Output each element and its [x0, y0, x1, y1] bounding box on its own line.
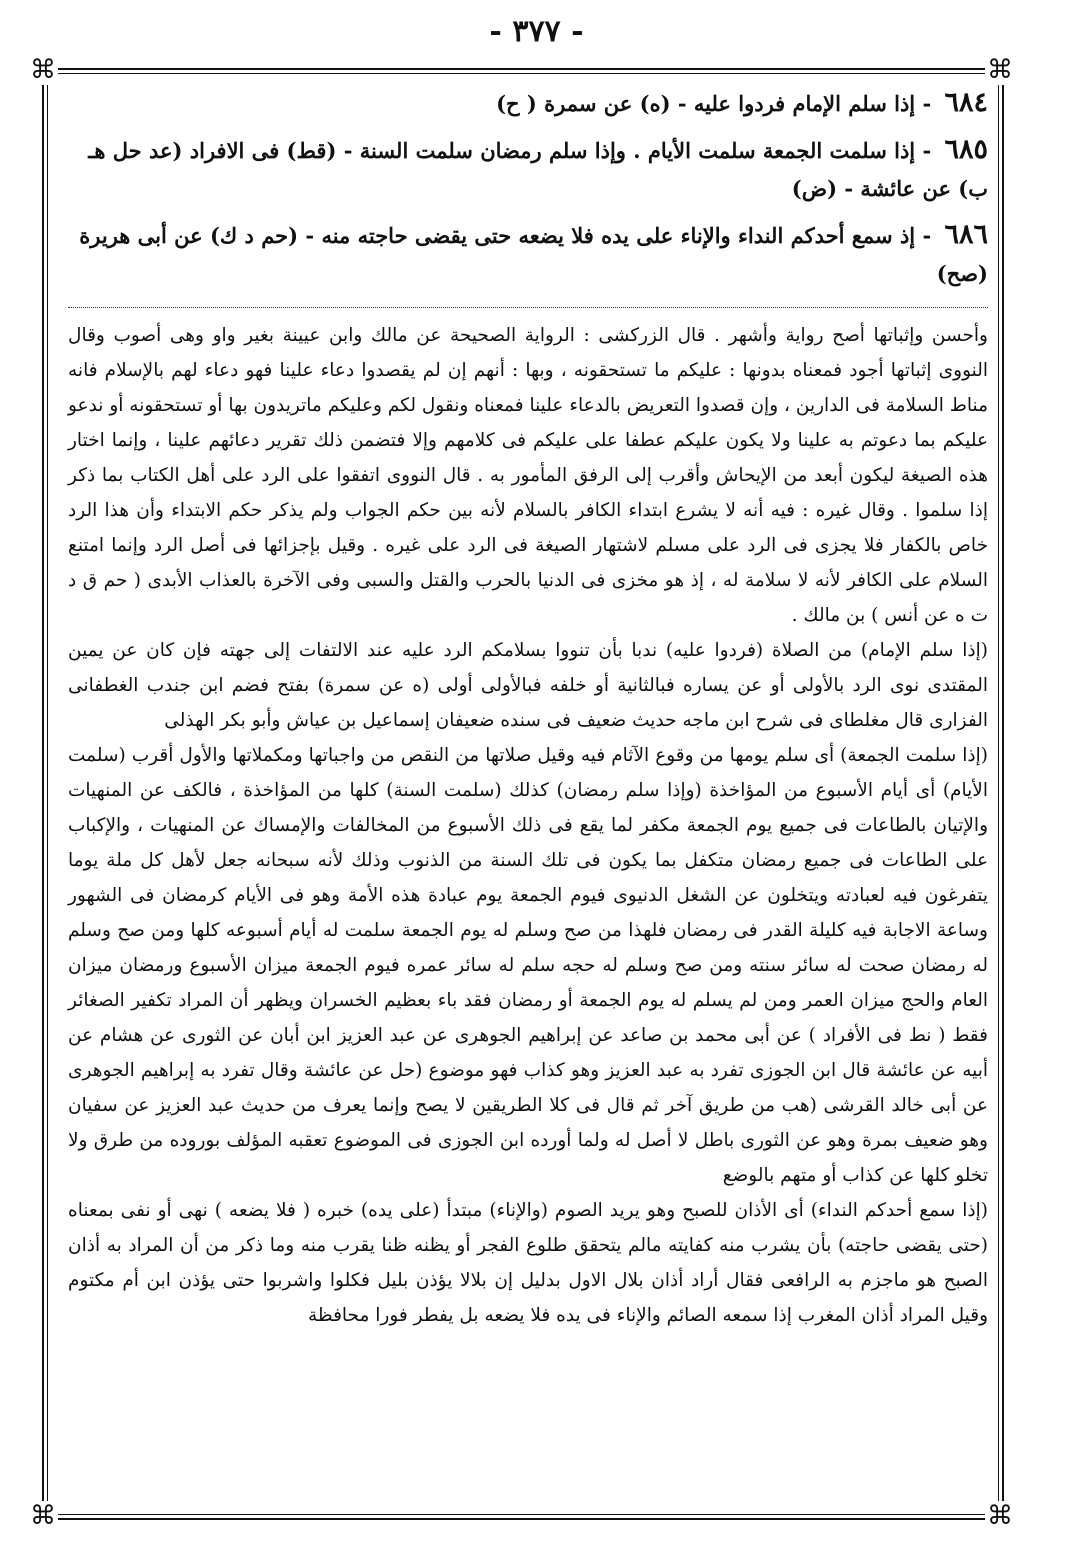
- hadith-entry: [68, 84, 988, 123]
- hadith-list: [68, 84, 988, 293]
- commentary-paragraph: (إذا سمع أحدكم النداء) أى الأذان للصبح وهو يريد الصوم (والإناء) مبتدأ (على يده) خبره ( فلا يضعه ) نهى أو نفى بمعناه (حتى يقضى حاجته) بأن يشرب منه كفايته مالم يتحقق طلوع الفجر أو يظنه ظنا يقرب منه وما ذكر من أن المراد به أذان الصبح هو ماجزم به الرافعى فقال أراد أذان بلال الاول بدليل إن بلالا يؤذن بليل فكلوا واشربوا حتى يؤذن ابن أم مكتوم وقيل المراد أذان المغرب إذا سمعه الصائم والإناء فى يده فلا يضعه بل يفطر فورا محافظة: [68, 1200, 988, 1326]
- hadith-number: ٦٨٦: [944, 219, 988, 250]
- hadith-entry: [68, 131, 988, 208]
- hadith-number: ٦٨٤: [944, 87, 988, 118]
- corner-ornament-icon: ⌘: [30, 55, 56, 85]
- page-number: - ٣٧٧ -: [489, 14, 584, 49]
- corner-ornament-icon: ⌘: [30, 1501, 56, 1531]
- corner-ornament-icon: ⌘: [987, 55, 1013, 85]
- commentary-paragraph: (إذا سلم الإمام) من الصلاة (فردوا عليه) ندبا بأن تنووا بسلامكم الرد عليه عند الالتفات إلى جهته فإن كان عن يمين المقتدى نوى الرد بالأولى أو عن يساره فبالثانية أو خلفه فبالأولى أولى (ه عن سمرة) بفتح فضم ابن جندب الغطفانى الفزارى قال مغلطاى فى شرح ابن ماجه حديث ضعيف فى سنده ضعيفان إسماعيل بن عياش وأبو بكر الهذلى: [68, 640, 988, 731]
- separator: [68, 307, 988, 308]
- corner-ornament-icon: ⌘: [987, 1501, 1013, 1531]
- hadith-text: - إذا سلمت الجمعة سلمت الأيام . وإذا سلم رمضان سلمت السنة - (قط) فى الافراد (عد حل هـ ب) عن عائشة - (ض): [88, 138, 988, 201]
- hadith-text: - إذا سلم الإمام فردوا عليه - (ه) عن سمرة ( ح): [496, 91, 932, 116]
- hadith-text: - إذ سمع أحدكم النداء والإناء على يده فلا يضعه حتى يقضى حاجته منه - (حم د ك) عن أبى هريرة (صح): [79, 223, 988, 286]
- commentary-paragraph: وأحسن وإثباتها أصح رواية وأشهر . قال الزركشى : الرواية الصحيحة عن مالك وابن عيينة بغير واو وهى أصوب وقال النووى إثباتها أجود فمعناه بدونها : عليكم ما تستحقونه ، وبها : أنهم إن لم يقصدوا دعاء علينا فهو دعاء لهم بالإسلام فانه مناط السلامة فى الدارين ، وإن قصدوا التعريض بالدعاء علينا فمعناه ونقول لكم وعليكم ماتريدون بها أو تستحقونه أو ندعو عليكم بما دعوتم به علينا ولا يكون عليكم عطفا على عليكم فى كلامهم وإلا فتضمن ذلك تقرير دعائهم علينا ، وإنما اختار هذه الصيغة ليكون أبعد من الإيحاش وأقرب إلى الرفق المأمور به . قال النووى اتفقوا على الرد على أهل الكتاب بما ذكر إذا سلموا . وقال غيره : فيه أنه لا يشرع ابتداء الكافر بالسلام لأنه بين حكم الجواب ولم يذكر حكم الابتداء وأن هذا الرد خاص بالكفار فلا يجزى فى الرد على مسلم لاشتهار الصيغة فى الرد على غيره . وقيل بإجزائها فى أصل الرد وإنما امتنع السلام على الكافر لأنه لا سلامة له ، إذ هو مخزى فى الدنيا بالحرب والقتل والسبى وفى الآخرة بالعذاب الأبدى ( حم ق د ت ه عن أنس ) بن مالك .: [68, 325, 988, 626]
- commentary-paragraph: (إذا سلمت الجمعة) أى سلم يومها من وقوع الآثام فيه وقيل صلاتها من النقص من واجباتها ومكملاتها والأول أقرب (سلمت الأيام) أى أيام الأسبوع من المؤاخذة (وإذا سلم رمضان) كذلك (سلمت السنة) كلها من المؤاخذة ، فالكف عن المنهيات والإتيان بالطاعات فى جميع يوم الجمعة مكفر لما يقع فى ذلك الأسبوع من المخالفات والإمساك عن المنهيات ، والإكباب على الطاعات فى جميع رمضان متكفل بما يكون فى تلك السنة من الذنوب وذلك لأنه سبحانه جعل لأهل كل ملة يوما يتفرغون فيه لعبادته ويتخلون عن الشغل الدنيوى فيوم الجمعة يوم عبادة هذه الأمة وهو فى الأيام كرمضان فى الشهور وساعة الاجابة فيه كليلة القدر فى رمضان فلهذا من صح وسلم له يوم الجمعة سلمت له أيام أسبوعه كلها ومن صح وسلم له رمضان صحت له سائر سنته ومن صح وسلم له حجه سلم له سائر عمره فيوم الجمعة ميزان الأسبوع ورمضان ميزان العام والحج ميزان العمر ومن لم يسلم له يوم الجمعة أو رمضان فقد باء بعظيم الخسران ويظهر أن المراد تكفير الصغائر فقط ( نط فى الأفراد ) عن أبى محمد بن صاعد عن إبراهيم الجوهرى عن عبد العزيز ابن أبان عن الثورى عن هشام عن أبيه عن عائشة قال ابن الجوزى تفرد به عبد العزيز وهو كذاب فهو موضوع (حل عن عائشة وقال تفرد به إبراهيم الجوهرى عن أبى خالد القرشى (هب من طريق آخر ثم قال فى كلا الطريقين لا يصح وإنما يعرف من حديث عبد العزيز عن سفيان وهو ضعيف بمرة وهو عن الثورى باطل لا أصل له ولما أورده ابن الجوزى فى الموضوع تعقبه المؤلف بوروده من طرق ولا تخلو كلها عن كذاب أو متهم بالوضع: [68, 745, 988, 1186]
- commentary: [68, 318, 988, 1333]
- page-content: [68, 84, 988, 1333]
- hadith-number: ٦٨٥: [944, 134, 988, 165]
- hadith-entry: [68, 216, 988, 293]
